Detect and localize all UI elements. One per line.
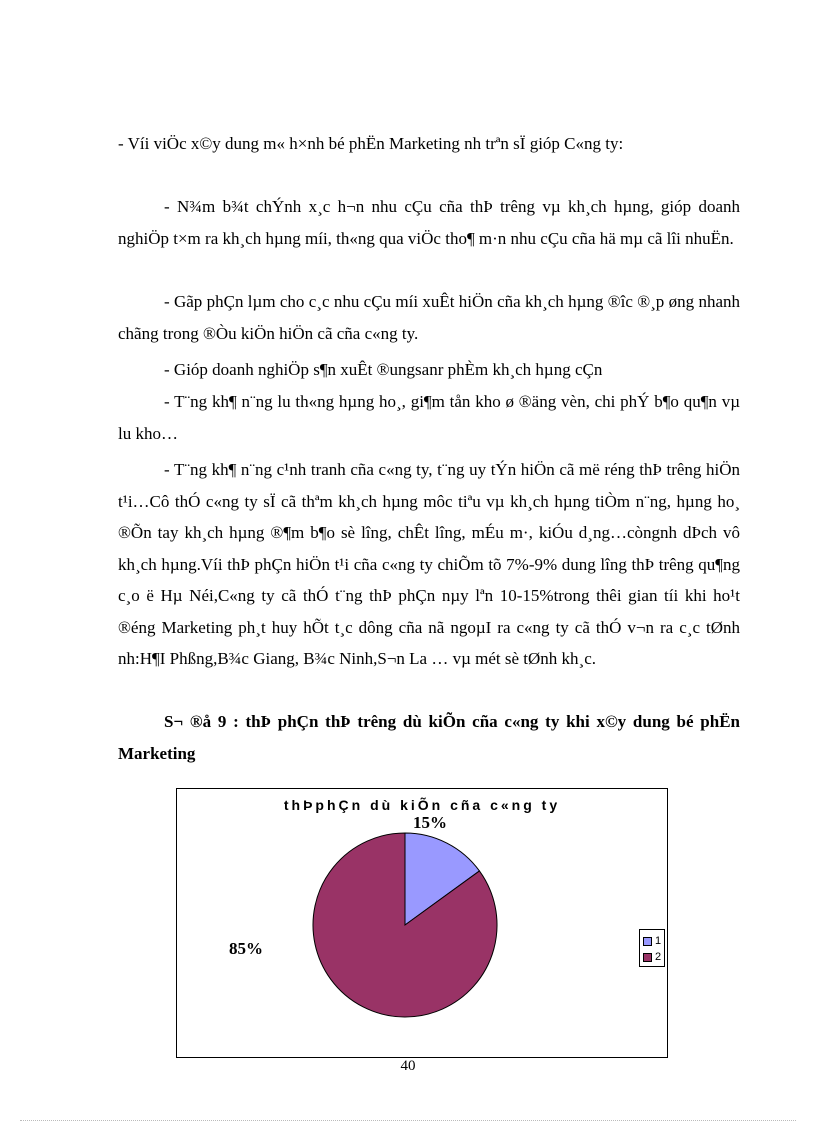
pie-chart [176, 788, 668, 1058]
chart-title: thÞphÇn dù kiÕn cña c«ng ty [283, 797, 561, 813]
footer-divider [20, 1120, 796, 1121]
chart-legend [639, 929, 665, 967]
legend-item-1 [643, 935, 661, 947]
legend-item-2 [643, 951, 661, 963]
paragraph-bullet-3: - Gióp doanh nghiÖp s¶n xuÊt ®ungsanr phÈm kh¸ch hµng cÇn [164, 360, 603, 379]
slice-label-1: 15% [413, 813, 447, 832]
legend-swatch-2 [643, 953, 652, 962]
figure-heading: S¬ ®å 9 : thÞ phÇn thÞ trêng dù kiÕn cña c«ng ty khi x©y dung bé phËn Marketing [118, 712, 740, 763]
legend-label-2: 2 [655, 951, 662, 963]
slice-label-2: 85% [229, 939, 263, 958]
paragraph-bullet-5: - T¨ng kh¶ n¨ng c¹nh tranh cña c«ng ty, t¨ng uy tÝn hiÖn cã më réng thÞ trêng hiÖn t¹i…Cô thÓ c«ng ty sÏ cã thªm kh¸ch hµng môc tiªu vµ kh¸ch hµng tiÒm n¨ng, hµng ho¸ ®Õn tay kh¸ch hµng ®¶m b¶o sè lîng, chÊt lîng, mÉu m·, kiÓu d¸ng…còngnh dÞch vô kh¸ch hµng.Víi thÞ phÇn hiÖn t¹i cña c«ng ty chiÕm tõ 7%-9% dung lîng thÞ trêng qu¶ng c¸o ë Hµ Néi,C«ng ty cã thÓ t¨ng thÞ phÇn nµy lªn 10-15%trong thêi gian tíi khi ho¹t ®éng Marketing ph¸t huy hÕt t¸c dông cña nã ngoµI ra c«ng ty cã thÓ v¬n ra c¸c tØnh nh:H¶I Phßng,B¾c Giang, B¾c Ninh,S¬n La … vµ mét sè tØnh kh¸c. [118, 460, 740, 668]
paragraph-bullet-1: - N¾m b¾t chÝnh x¸c h¬n nhu cÇu cña thÞ trêng vµ kh¸ch hµng, gióp doanh nghiÖp t×m ra kh¸ch hµng míi, th«ng qua viÖc tho¶ m·n nhu cÇu cña hä mµ cã lîi nhuËn. [118, 197, 740, 248]
page-number: 40 [400, 1058, 416, 1074]
paragraph-bullet-2: - Gãp phÇn lµm cho c¸c nhu cÇu míi xuÊt hiÖn cña kh¸ch hµng ®îc ®¸p øng nhanh chãng trong ®Òu kiÖn hiÖn cã cña c«ng ty. [118, 292, 740, 343]
paragraph-bullet-4: - T¨ng kh¶ n¨ng lu th«ng hµng ho¸, gi¶m tån kho ø ®äng vèn, chi phÝ b¶o qu¶n vµ lu kho… [118, 392, 740, 443]
legend-label-1: 1 [655, 935, 662, 947]
legend-swatch-1 [643, 937, 652, 946]
paragraph-intro: - Víi viÖc x©y dung m« h×nh bé phËn Marketing nh trªn sÏ gióp C«ng ty: [118, 134, 624, 153]
